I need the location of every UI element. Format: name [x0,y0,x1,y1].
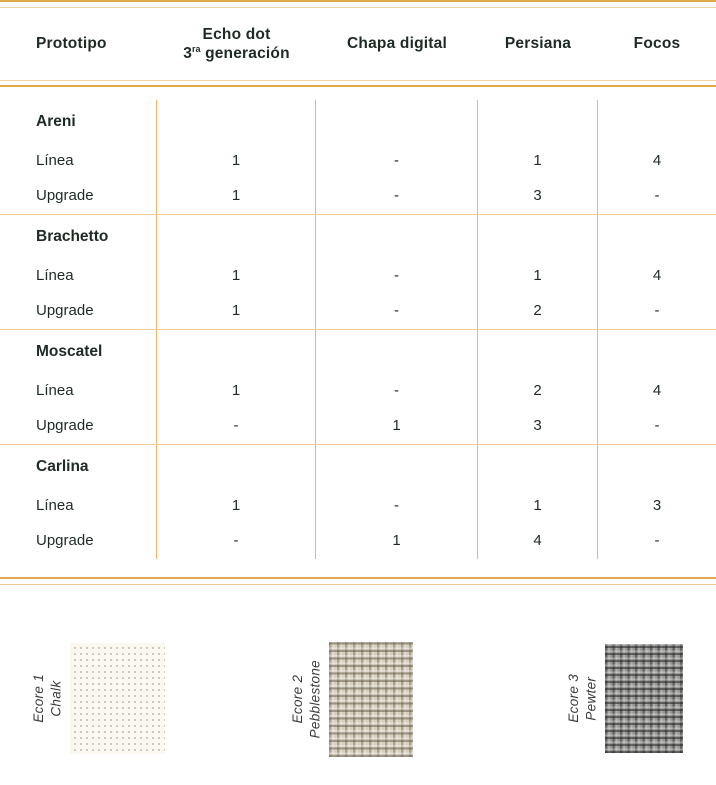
group-title: Moscatel [0,330,157,374]
table-cell: - [654,187,660,204]
echo-dot-line1: Echo dot [202,25,271,43]
swatch-color-name: Pewter [583,676,599,721]
echo-dot-superscript: ra [192,44,201,54]
row-label: Upgrade [0,177,157,214]
table-cell: 2 [478,292,598,329]
echo-dot-line2: generación [200,45,290,62]
table-cell: 3 [478,177,598,214]
empty-cell [478,100,598,144]
column-header-chapa-digital: Chapa digital [347,35,447,53]
group-title: Areni [0,100,157,144]
table-cell: 4 [652,382,662,399]
row-label: Línea [0,259,157,292]
fabric-swatches-section [0,585,716,771]
empty-cell [316,215,478,259]
swatch-figure-ecore-2 [289,642,413,757]
empty-cell [157,445,316,489]
table-cell: - [316,177,478,214]
column-header-prototipo: Prototipo [36,35,107,53]
table-cell: - [654,532,660,549]
table-group-moscatel [0,330,716,445]
table-cell: - [654,302,660,319]
table-cell: 2 [478,374,598,407]
swatch-name: Ecore 3 [566,674,581,723]
table-cell: 1 [157,259,316,292]
column-header-focos: Focos [633,35,681,53]
table-header-row [0,8,716,80]
table-group-carlina [0,445,716,559]
empty-cell [478,445,598,489]
empty-cell [157,330,316,374]
column-header-persiana: Persiana [504,35,572,53]
echo-dot-number: 3 [183,45,193,62]
table-cell: - [316,374,478,407]
table-cell: - [316,489,478,522]
swatch-name: Ecore 2 [290,675,305,724]
empty-cell [478,215,598,259]
swatch-color-name: Pebblestone [307,660,323,739]
swatch-color-name: Chalk [48,680,64,717]
table-cell: - [157,522,316,559]
empty-cell [598,445,716,489]
table-cell: 1 [478,489,598,522]
table-body [0,100,716,559]
empty-cell [598,215,716,259]
table-cell: 1 [157,292,316,329]
fabric-swatch-chalk [70,643,165,754]
table-cell: 1 [316,522,478,559]
table-cell: 1 [157,144,316,177]
table-cell: 3 [652,497,662,514]
fabric-swatch-pebblestone [329,642,413,757]
table-cell: - [654,417,660,434]
bottom-rule-dark [0,577,716,579]
table-cell: 1 [157,177,316,214]
swatch-label [565,674,600,723]
table-cell: 4 [478,522,598,559]
table-cell: 1 [316,407,478,444]
table-cell: 1 [157,489,316,522]
table-cell: 4 [652,267,662,284]
empty-cell [157,100,316,144]
table-cell: 4 [652,152,662,169]
table-cell: 3 [478,407,598,444]
swatch-label [30,674,65,723]
table-cell: - [316,259,478,292]
row-label: Upgrade [0,292,157,329]
empty-cell [316,100,478,144]
empty-cell [478,330,598,374]
table-cell: 1 [157,374,316,407]
column-header-echo-dot [157,25,316,64]
header-rule-dark [0,85,716,87]
group-title: Carlina [0,445,157,489]
table-cell: - [157,407,316,444]
empty-cell [598,100,716,144]
swatch-figure-ecore-3 [565,644,683,753]
empty-cell [598,330,716,374]
table-cell: 1 [478,259,598,292]
row-label: Línea [0,489,157,522]
table-group-brachetto [0,215,716,330]
row-label: Línea [0,374,157,407]
row-label: Línea [0,144,157,177]
table-group-areni [0,100,716,215]
fabric-swatch-pewter [605,644,683,753]
row-label: Upgrade [0,522,157,559]
group-title: Brachetto [0,215,157,259]
empty-cell [316,330,478,374]
empty-cell [157,215,316,259]
top-rule-dark [0,0,716,2]
table-cell: - [316,144,478,177]
header-rule-light [0,80,716,81]
swatch-name: Ecore 1 [31,674,46,723]
swatch-label [289,660,324,738]
empty-cell [316,445,478,489]
swatch-figure-ecore-1 [30,643,165,754]
table-cell: 1 [478,144,598,177]
table-cell: - [316,292,478,329]
row-label: Upgrade [0,407,157,444]
